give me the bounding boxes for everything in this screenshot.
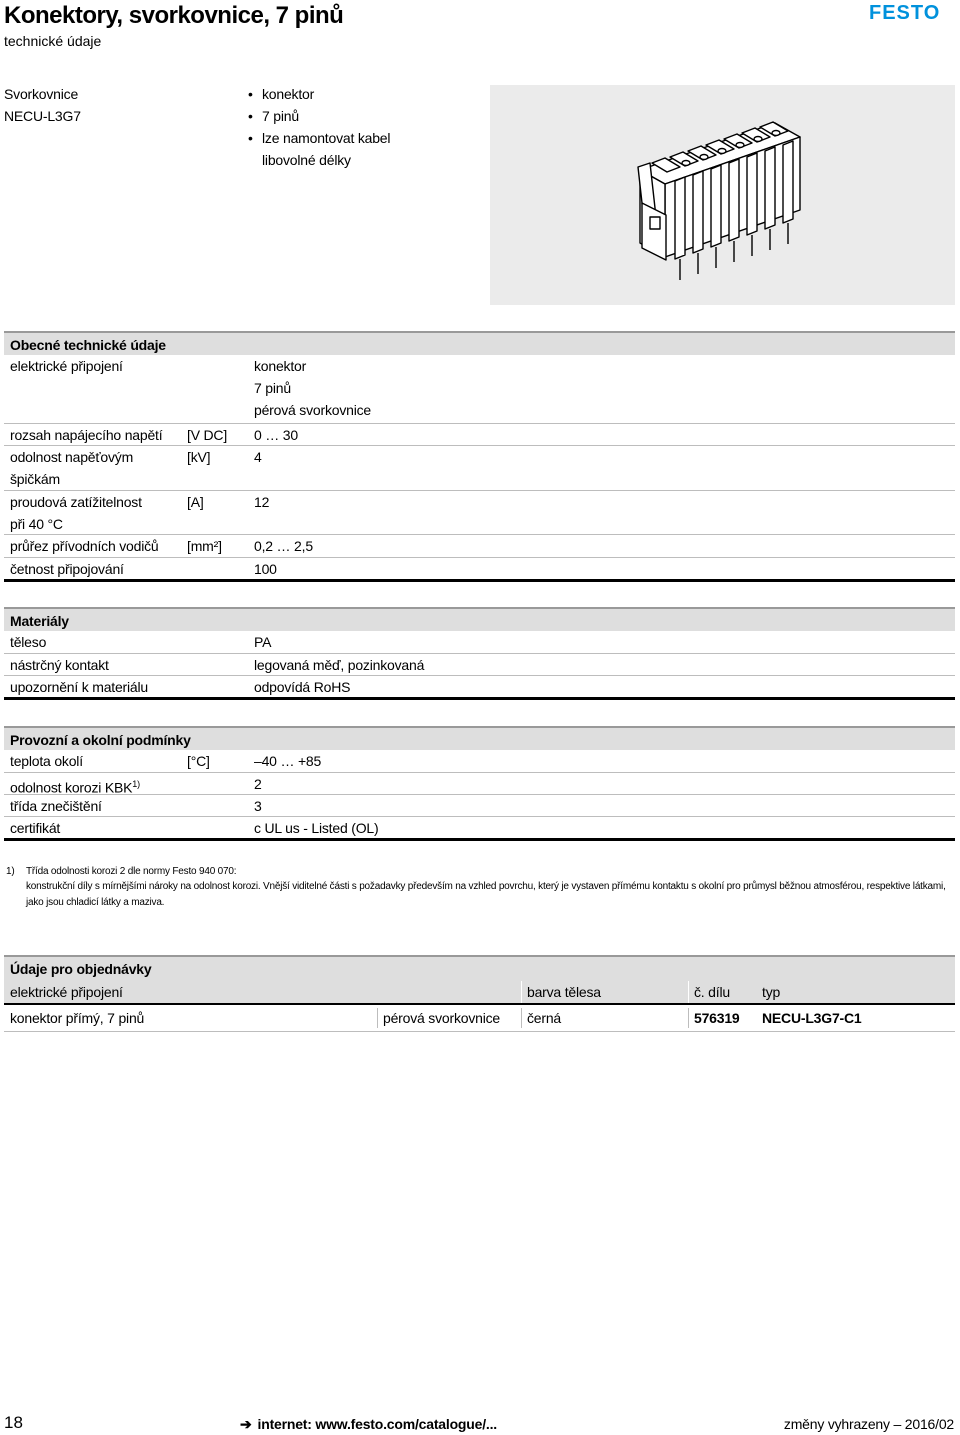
- table-row: [4, 816, 955, 838]
- table-row: [4, 355, 955, 423]
- label-line: odolnost napěťovým: [10, 449, 134, 465]
- value-line: 7 pinů: [254, 380, 291, 396]
- order-type: NECU-L3G7-C1: [762, 1010, 862, 1026]
- festo-logo: [869, 3, 953, 21]
- general-data-title: Obecné technické údaje: [4, 331, 955, 355]
- bullet: •: [248, 108, 253, 124]
- order-color: černá: [527, 1010, 562, 1026]
- row-value: 3: [254, 798, 262, 814]
- value-line: konektor: [254, 358, 307, 374]
- label-line: špičkám: [10, 471, 60, 487]
- row-label: teplota okolí: [10, 753, 83, 769]
- row-label: [10, 491, 142, 535]
- table-row: [4, 557, 955, 579]
- row-value: 2: [254, 776, 262, 792]
- footnote-ref: 1): [132, 779, 140, 789]
- page-title: Konektory, svorkovnice, 7 pinů: [4, 2, 344, 29]
- page-number: 18: [4, 1413, 23, 1432]
- product-features: [248, 83, 390, 171]
- materials-title: Materiály: [4, 607, 955, 631]
- row-label: upozornění k materiálu: [10, 679, 149, 695]
- table-row: [4, 794, 955, 816]
- order-terminal: pérová svorkovnice: [383, 1010, 501, 1026]
- col-divider: [688, 981, 689, 1003]
- product-name: [4, 83, 81, 127]
- row-unit: [mm²]: [187, 538, 222, 554]
- row-value: c UL us - Listed (OL): [254, 820, 379, 836]
- row-label: třída znečištění: [10, 798, 102, 814]
- row-value: 12: [254, 494, 270, 510]
- row-value: 0 … 30: [254, 427, 298, 443]
- row-label: nástrčný kontakt: [10, 657, 109, 673]
- table-row: [4, 445, 955, 490]
- col-divider: [688, 1008, 689, 1028]
- table-end-line: [4, 579, 955, 582]
- row-value: –40 … +85: [254, 753, 322, 769]
- row-unit: [A]: [187, 494, 204, 510]
- product-image: [490, 85, 955, 305]
- col-color: barva tělesa: [527, 984, 601, 1000]
- row-label: těleso: [10, 634, 47, 650]
- label-text: odolnost korozi KBK: [10, 779, 133, 796]
- conditions-table: [4, 726, 955, 841]
- row-label: četnost připojování: [10, 561, 124, 577]
- row-value: 100: [254, 561, 277, 577]
- feature-text: konektor: [262, 86, 315, 102]
- col-electrical: elektrické připojení: [10, 984, 123, 1000]
- footer-revision: změny vyhrazeny – 2016/02: [783, 1416, 954, 1432]
- label-line: proudová zatížitelnost: [10, 494, 142, 510]
- general-data-table: [4, 331, 955, 582]
- col-divider: [377, 1008, 378, 1028]
- feature-item: [248, 127, 390, 171]
- row-value: 0,2 … 2,5: [254, 538, 313, 554]
- table-row: [4, 423, 955, 445]
- row-label: rozsah napájecího napětí: [10, 427, 163, 443]
- row-label: elektrické připojení: [10, 358, 123, 374]
- row-value: 4: [254, 449, 262, 465]
- feature-text: lze namontovat kabel: [262, 130, 391, 146]
- table-row: [4, 750, 955, 772]
- page-subtitle: technické údaje: [4, 33, 102, 49]
- footnote-number: 1): [6, 866, 15, 877]
- row-value: odpovídá RoHS: [254, 679, 351, 695]
- col-divider: [521, 1008, 522, 1028]
- order-connection: konektor přímý, 7 pinů: [10, 1010, 145, 1026]
- row-label: certifikát: [10, 820, 61, 836]
- row-label: [10, 446, 133, 490]
- arrow-right-icon: ➔: [240, 1416, 252, 1432]
- table-row: [4, 490, 955, 534]
- product-name-line2: NECU-L3G7: [4, 108, 81, 124]
- terminal-block-illustration: [490, 85, 955, 305]
- catalogue-link[interactable]: [240, 1416, 497, 1433]
- bullet: •: [248, 130, 253, 146]
- table-row: [4, 653, 955, 675]
- value-line: pérová svorkovnice: [254, 402, 372, 418]
- table-row: [4, 675, 955, 697]
- label-line: při 40 °C: [10, 516, 63, 532]
- col-partno: č. dílu: [694, 984, 730, 1000]
- order-partno: 576319: [694, 1010, 740, 1026]
- feature-item: [248, 83, 390, 105]
- bullet: •: [248, 86, 253, 102]
- conditions-title: Provozní a okolní podmínky: [4, 726, 955, 750]
- product-name-line1: Svorkovnice: [4, 86, 79, 102]
- row-unit: [°C]: [187, 753, 210, 769]
- order-table: [4, 955, 955, 1032]
- table-row: [4, 631, 955, 653]
- table-row: [4, 772, 955, 794]
- feature-item: [248, 105, 390, 127]
- order-column-header: [4, 981, 955, 1003]
- col-type: typ: [762, 984, 781, 1000]
- footnote-line2: konstrukční díly s mírnějšími nároky na odolnost korozi. Vnější viditelné části s požadavky především na vzhled povrchu, který je vystaven přímému kontaktu s okolní pro průmysl běžnou atmosférou, respektive látkami, jako jsou chladicí látky a maziva.: [26, 881, 946, 908]
- order-title: Údaje pro objednávky: [4, 955, 955, 981]
- footnote-line1: Třída odolnosti korozi 2 dle normy Festo 940 070:: [26, 866, 237, 877]
- materials-table: [4, 607, 955, 700]
- table-end-line: [4, 838, 955, 841]
- row-unit: [kV]: [187, 449, 211, 465]
- feature-text: 7 pinů: [262, 108, 299, 124]
- row-unit: [V DC]: [187, 427, 228, 443]
- order-bottom-line: [4, 1031, 955, 1032]
- table-row: [4, 534, 955, 557]
- col-divider: [521, 981, 522, 1003]
- logo-text: FESTO: [869, 3, 941, 21]
- row-label: průřez přívodních vodičů: [10, 538, 159, 554]
- feature-text: libovolné délky: [262, 152, 351, 168]
- row-value: PA: [254, 634, 272, 650]
- row-value: [254, 355, 371, 421]
- table-row: [4, 1005, 955, 1031]
- catalogue-link-text[interactable]: internet: www.festo.com/catalogue/...: [257, 1416, 497, 1432]
- row-value: legovaná měď, pozinkovaná: [254, 657, 425, 673]
